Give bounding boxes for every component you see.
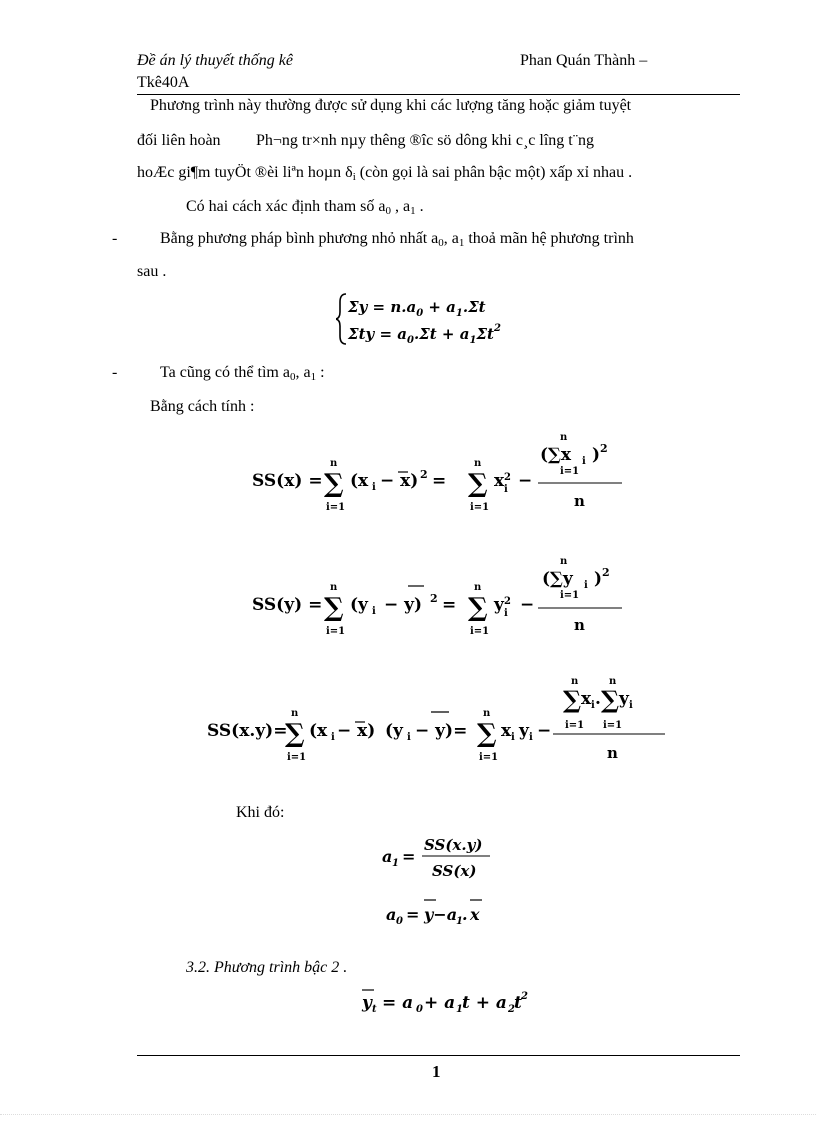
svg-text:n: n: [574, 616, 585, 634]
svg-text:i: i: [407, 732, 411, 743]
svg-text:x: x: [494, 471, 505, 491]
formula-a1: [380, 830, 500, 886]
svg-text:Σy = n.a0 + a1.Σt: $\Sigma y = n.a_0 + a_1.\Sigma t$: [348, 298, 486, 319]
svg-text:y: y: [519, 721, 529, 741]
svg-text:2: 2: [600, 442, 608, 455]
footer-rule: [137, 1055, 740, 1056]
bullet-dash-1: -: [112, 230, 118, 247]
svg-text:∑: ∑: [324, 469, 344, 499]
svg-text:.: .: [595, 689, 601, 709]
svg-text:i=1: i=1: [479, 752, 499, 763]
svg-text:=: =: [402, 847, 416, 866]
svg-text:SS(x) =: SS(x) =: [252, 471, 323, 491]
svg-text:1: 1: [456, 916, 463, 927]
svg-text:n: n: [560, 556, 568, 567]
formula-ss-x: [248, 430, 628, 520]
svg-text:x: x: [581, 689, 592, 709]
svg-text:n: n: [330, 582, 338, 593]
svg-text:x: x: [470, 905, 480, 924]
svg-text:2: 2: [508, 1004, 515, 1015]
svg-text:i=1: i=1: [326, 502, 346, 513]
svg-text:i=1: i=1: [560, 466, 580, 477]
svg-text:t: t: [372, 1004, 377, 1015]
paragraph-1-line-3: hoÆc gi¶m tuyÖt ®èi liªn hoµn $\delta_i$ (còn gọi là sai phân bậc một) xấp xỉ nhau .: [137, 164, 633, 183]
svg-text:=: =: [442, 595, 457, 615]
svg-text:(x: (x: [309, 721, 328, 741]
svg-text:t: t: [514, 993, 522, 1013]
formula-quadratic: [358, 980, 538, 1020]
paragraph-4: Ta cũng có thể tìm $a_0$, $a_1$ :: [160, 364, 325, 383]
svg-text:=: =: [406, 905, 420, 924]
svg-text:∑: ∑: [468, 593, 488, 623]
formula-ss-y: [248, 550, 628, 640]
equation-system: [336, 290, 556, 348]
svg-text:i=1: i=1: [470, 626, 490, 637]
svg-text:− y): − y): [384, 595, 423, 615]
svg-text:i=1: i=1: [565, 720, 585, 731]
paragraph-3-line-1: Bằng phương pháp bình phương nhỏ nhất $a_0$, $a_1$ thoả mãn hệ phương trình: [160, 230, 634, 249]
svg-text:(x: (x: [350, 471, 369, 491]
svg-text:2: 2: [504, 472, 511, 483]
svg-text:0: 0: [416, 1004, 423, 1015]
svg-text:i: i: [504, 608, 508, 619]
svg-text:n: n: [574, 492, 585, 510]
svg-text:y−a: y−a: [424, 905, 458, 924]
svg-text:SS(x): SS(x): [432, 862, 477, 880]
svg-text:n: n: [483, 708, 491, 719]
svg-text:): ): [594, 569, 603, 589]
page-number: 1: [432, 1062, 441, 1081]
paragraph-3-line-2: sau .: [137, 263, 167, 280]
svg-text:0: 0: [396, 916, 403, 927]
header-class: Tkê40A: [137, 74, 190, 91]
svg-text:(∑x: (∑x: [540, 445, 571, 465]
svg-text:= a: = a: [382, 993, 414, 1013]
svg-text:.: .: [462, 905, 468, 924]
svg-text:y: y: [619, 689, 629, 709]
svg-text:2: 2: [430, 592, 438, 605]
svg-text:i=1: i=1: [603, 720, 623, 731]
svg-text:2: 2: [420, 468, 428, 481]
svg-text:a: a: [382, 847, 393, 866]
svg-text:i: i: [372, 482, 376, 493]
header-doc-title: Đề án lý thuyết thống kê: [137, 52, 293, 69]
svg-text:n: n: [609, 676, 617, 687]
svg-text:): ): [592, 445, 601, 465]
svg-text:n: n: [474, 582, 482, 593]
svg-text:n: n: [571, 676, 579, 687]
svg-text:i: i: [629, 700, 633, 711]
svg-text:y: y: [362, 993, 372, 1013]
svg-text:Σty = a0.Σt + a1Σt2: $\Sigma ty = a_0.\Sigma t + a_1\Sigma t^2$: [348, 323, 501, 346]
svg-text:− y)=: − y)=: [415, 721, 468, 741]
svg-text:+ a: + a: [424, 993, 456, 1013]
svg-text:1: 1: [456, 1004, 463, 1015]
svg-text:i: i: [511, 732, 515, 743]
paragraph-1-line-1: Phương trình này thường được sử dụng khi các lượng tăng hoặc giảm tuyệt: [150, 97, 632, 114]
svg-text:i=1: i=1: [560, 590, 580, 601]
svg-text:n: n: [607, 744, 618, 762]
svg-text:∑: ∑: [324, 593, 344, 623]
svg-text:i: i: [504, 484, 508, 495]
svg-text:n: n: [330, 458, 338, 469]
header-author: Phan Quán Thành –: [520, 52, 648, 69]
paragraph-6: Khi đó:: [236, 804, 285, 821]
paragraph-1-line-2b: Ph¬ng tr×nh nµy thêng ®îc sö dông khi c¸c lîng t¨ng: [256, 132, 595, 149]
svg-text:(y: (y: [385, 721, 403, 741]
svg-text:SS(y) =: SS(y) =: [252, 595, 323, 615]
paragraph-2: Có hai cách xác định tham số $a_0$ , $a_1$ .: [186, 198, 424, 217]
svg-text:∑: ∑: [468, 469, 488, 499]
svg-text:n: n: [474, 458, 482, 469]
svg-text:∑: ∑: [563, 685, 582, 714]
svg-text:i: i: [529, 732, 533, 743]
svg-text:i: i: [584, 580, 588, 591]
svg-text:i=1: i=1: [287, 752, 307, 763]
svg-text:SS(x.y)=: SS(x.y)=: [207, 721, 288, 741]
svg-text:(∑y: (∑y: [542, 569, 573, 589]
svg-text:2: 2: [521, 991, 528, 1002]
svg-text:−: −: [537, 721, 552, 741]
page-bottom-dotted-border: [0, 1114, 816, 1115]
svg-text:∑: ∑: [477, 719, 497, 749]
svg-text:i: i: [331, 732, 335, 743]
svg-text:i: i: [591, 700, 595, 711]
svg-text:y: y: [494, 595, 504, 615]
header-left: [137, 50, 293, 94]
svg-text:a: a: [386, 905, 397, 924]
svg-text:1: 1: [392, 858, 399, 869]
svg-text:−: −: [520, 595, 535, 615]
svg-text:n: n: [291, 708, 299, 719]
svg-text:∑: ∑: [601, 685, 620, 714]
section-heading: 3.2. Phương trình bậc 2 .: [186, 959, 348, 976]
svg-text:SS(x.y): SS(x.y): [424, 836, 483, 854]
formula-ss-xy: [205, 676, 675, 766]
svg-text:(y: (y: [350, 595, 368, 615]
bullet-dash-2: -: [112, 364, 118, 381]
svg-text:i: i: [582, 456, 586, 467]
svg-text:=: =: [432, 471, 447, 491]
svg-text:x: x: [501, 721, 512, 741]
svg-text:−: −: [518, 471, 533, 491]
svg-text:n: n: [560, 432, 568, 443]
svg-text:∑: ∑: [285, 719, 305, 749]
svg-text:− x): − x): [380, 471, 419, 491]
paragraph-5: Bằng cách tính :: [150, 398, 255, 415]
svg-text:2: 2: [602, 566, 610, 579]
svg-text:i=1: i=1: [326, 626, 346, 637]
paragraph-1-line-2a: đối liên hoàn: [137, 132, 221, 149]
svg-text:2: 2: [504, 596, 511, 607]
formula-a0: [384, 892, 494, 932]
svg-text:t + a: t + a: [462, 993, 507, 1013]
svg-text:i: i: [372, 606, 376, 617]
svg-text:i=1: i=1: [470, 502, 490, 513]
svg-text:− x): − x): [337, 721, 376, 741]
